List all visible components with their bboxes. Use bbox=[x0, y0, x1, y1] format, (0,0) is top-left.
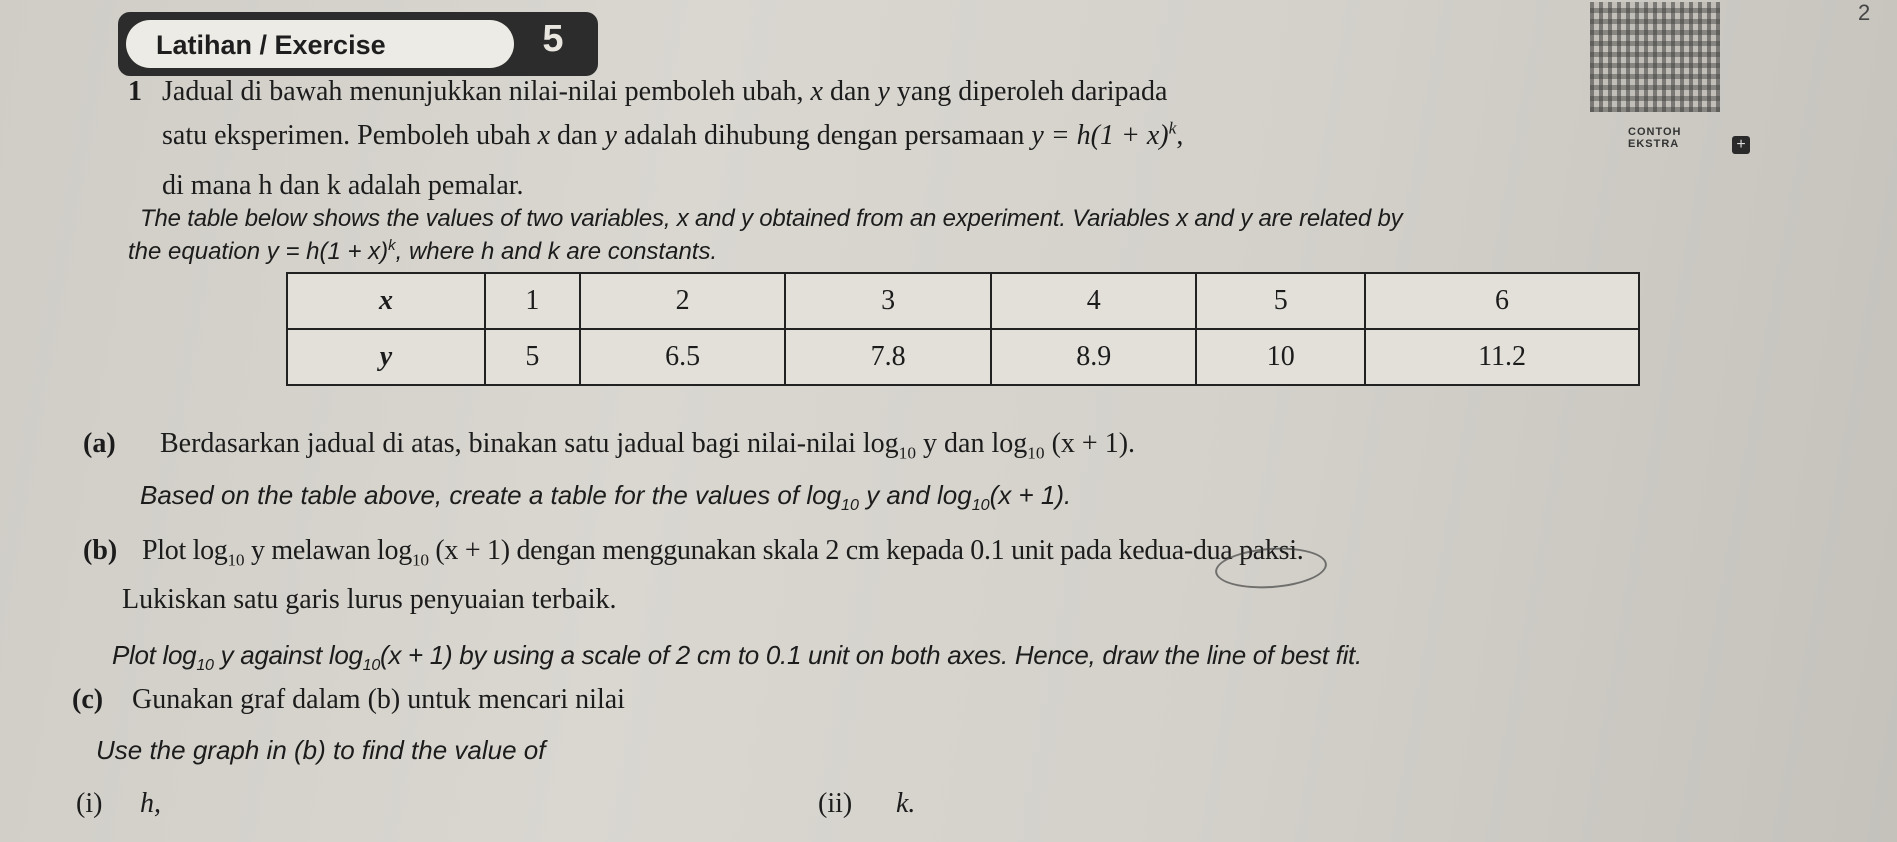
plus-icon: + bbox=[1732, 136, 1750, 154]
data-table bbox=[286, 272, 1640, 386]
qr-caption-line1: CONTOH bbox=[1628, 126, 1682, 138]
qr-code-icon[interactable] bbox=[1590, 2, 1720, 112]
sub-10: 10 bbox=[898, 443, 917, 463]
equation-exponent: k bbox=[1168, 118, 1177, 138]
table-cell: 5 bbox=[485, 329, 580, 385]
sub-10: 10 bbox=[971, 496, 990, 515]
malay-line1-post: yang diperoleh daripada bbox=[889, 76, 1168, 107]
table-cell: 7.8 bbox=[785, 329, 991, 385]
part-b-malay-mid: y melawan log bbox=[244, 535, 412, 566]
table-cell: 6.5 bbox=[580, 329, 786, 385]
part-c-english: Use the graph in (b) to find the value of bbox=[96, 735, 546, 765]
part-c-malay: Gunakan graf dalam (b) untuk mencari nilai bbox=[132, 684, 625, 715]
part-b-english-pre: Plot log bbox=[112, 640, 197, 670]
table-cell: 8.9 bbox=[991, 329, 1197, 385]
part-b-english bbox=[112, 640, 1362, 675]
part-b-english-post: (x + 1) by using a scale of 2 cm to 0.1 unit on both axes. Hence, draw the line of best fit. bbox=[380, 640, 1362, 670]
part-b-english-mid: y against log bbox=[213, 640, 363, 670]
question-malay-line2 bbox=[162, 120, 1183, 152]
sub-10: 10 bbox=[196, 656, 214, 675]
exercise-title: Latihan / Exercise bbox=[156, 30, 386, 60]
table-header-x: x bbox=[287, 273, 485, 329]
part-ci-text: h, bbox=[140, 788, 161, 819]
qr-caption-line2: EKSTRA bbox=[1628, 138, 1680, 150]
question-malay-line3: di mana h dan k adalah pemalar. bbox=[162, 170, 524, 201]
exercise-banner bbox=[118, 12, 598, 76]
part-a-malay bbox=[160, 428, 1136, 463]
english-line2-pre: the equation y = h(1 + x) bbox=[128, 238, 389, 265]
malay-line2-post: adalah dihubung dengan persamaan bbox=[616, 120, 1032, 151]
table-cell: 11.2 bbox=[1365, 329, 1639, 385]
part-b-malay-line2: Lukiskan satu garis lurus penyuaian terbaik. bbox=[122, 584, 617, 615]
english-line2-post: , where h and k are constants. bbox=[395, 238, 718, 265]
part-c-label: (c) bbox=[72, 684, 104, 715]
var-x-2: x bbox=[537, 120, 551, 151]
english-exponent: k bbox=[388, 238, 396, 254]
sub-10: 10 bbox=[1027, 443, 1045, 463]
malay-line2-mid: dan bbox=[550, 120, 605, 151]
question-number: 1 bbox=[128, 76, 142, 107]
table-row-x bbox=[287, 273, 1639, 329]
sub-10: 10 bbox=[227, 550, 245, 570]
banner-pill bbox=[126, 20, 514, 68]
part-cii-label: (ii) bbox=[818, 788, 853, 819]
table-cell: 10 bbox=[1196, 329, 1365, 385]
part-b-malay-pre: Plot log bbox=[142, 535, 228, 566]
part-a-malay-mid: y dan log bbox=[916, 428, 1028, 459]
table-cell: 3 bbox=[785, 273, 991, 329]
part-b-malay-post: (x + 1) dengan menggunakan skala 2 cm kepada 0.1 unit pada kedua-dua paksi. bbox=[428, 535, 1304, 566]
table-cell: 4 bbox=[991, 273, 1197, 329]
sub-10: 10 bbox=[411, 550, 429, 570]
table-cell: 2 bbox=[580, 273, 786, 329]
part-cii-text: k. bbox=[896, 788, 916, 819]
part-a-english-mid: y and log bbox=[858, 480, 972, 510]
part-a-english-pre: Based on the table above, create a table for the values of log bbox=[140, 480, 842, 510]
table-cell: 1 bbox=[485, 273, 580, 329]
var-y-2: y bbox=[604, 120, 617, 151]
var-x: x bbox=[810, 76, 823, 107]
corner-mark: 2 bbox=[1858, 0, 1871, 25]
malay-line2-pre: satu eksperimen. Pemboleh ubah bbox=[162, 120, 538, 151]
equation: y = h(1 + x) bbox=[1031, 120, 1169, 151]
table-cell: 6 bbox=[1365, 273, 1639, 329]
part-a-english bbox=[140, 480, 1072, 515]
table-header-y: y bbox=[287, 329, 485, 385]
question-english-line1: The table below shows the values of two variables, x and y obtained from an experiment. Variables x and y are related by bbox=[140, 205, 1403, 232]
dan-word: dan bbox=[822, 76, 878, 107]
part-a-english-post: (x + 1). bbox=[989, 480, 1072, 510]
exercise-number: 5 bbox=[542, 18, 564, 60]
var-y: y bbox=[877, 76, 890, 107]
sub-10: 10 bbox=[362, 656, 380, 675]
question-english-line2 bbox=[128, 238, 717, 266]
part-a-label: (a) bbox=[83, 428, 116, 459]
question-malay-line1 bbox=[162, 76, 1167, 108]
table-cell: 5 bbox=[1196, 273, 1365, 329]
part-b-label: (b) bbox=[83, 535, 118, 566]
table-row-y bbox=[287, 329, 1639, 385]
sub-10: 10 bbox=[841, 496, 859, 515]
qr-caption bbox=[1628, 126, 1681, 150]
equation-comma: , bbox=[1176, 120, 1184, 151]
part-a-malay-pre: Berdasarkan jadual di atas, binakan satu jadual bagi nilai-nilai log bbox=[160, 428, 899, 459]
part-ci-label: (i) bbox=[76, 788, 103, 819]
part-b-malay bbox=[142, 535, 1304, 570]
part-a-malay-post: (x + 1). bbox=[1044, 428, 1136, 459]
malay-line1-pre: Jadual di bawah menunjukkan nilai-nilai pemboleh ubah, bbox=[162, 76, 811, 107]
